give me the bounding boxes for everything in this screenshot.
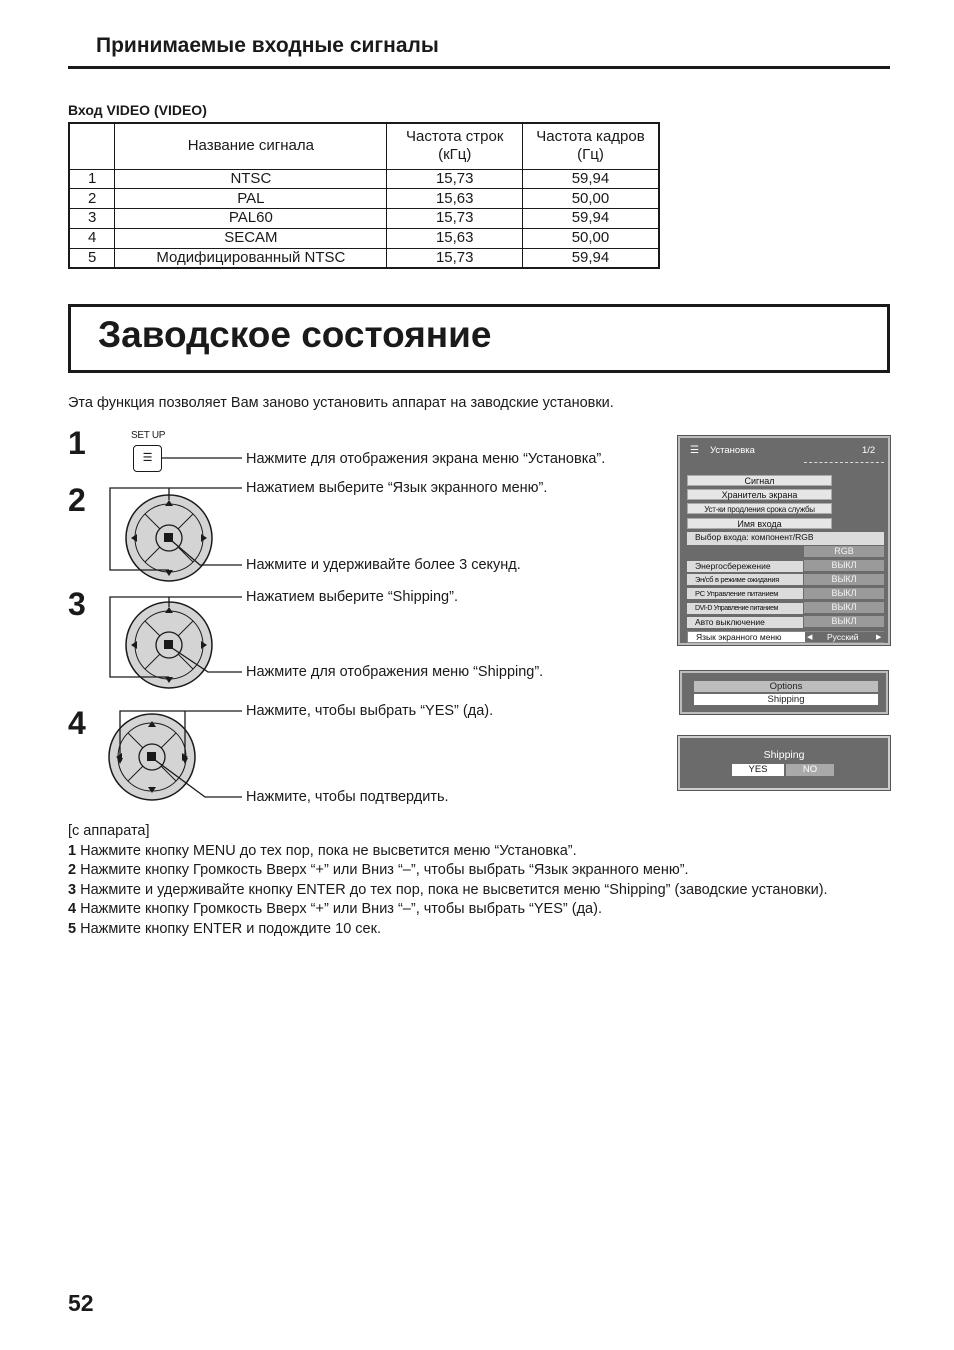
- header-v-freq-line1: Частота кадров: [536, 128, 645, 146]
- cell-signal: Модифицированный NTSC: [115, 248, 387, 268]
- menu-setting-label[interactable]: PC Управление питанием: [687, 588, 803, 599]
- options-menu-screen: [680, 671, 888, 714]
- cell-v-freq: 50,00: [522, 228, 659, 248]
- menu-setting-label[interactable]: DVI-D Управление питанием: [687, 603, 803, 614]
- menu-setting-value: ВЫКЛ: [804, 616, 884, 627]
- menu-setting-label[interactable]: Энергосбережение: [687, 561, 803, 572]
- device-step-num: 3: [68, 881, 77, 898]
- device-step: [68, 900, 828, 920]
- menu-language-row[interactable]: [687, 631, 884, 643]
- chevron-right-icon[interactable]: ▶: [876, 634, 882, 641]
- remote-pad-step3[interactable]: [126, 602, 212, 688]
- device-step-text: Нажмите кнопку Громкость Вверх “+” или Вниз “–”, чтобы выбрать “YES” (да).: [76, 901, 602, 917]
- cell-signal: PAL60: [115, 209, 387, 229]
- cell-signal: PAL: [115, 189, 387, 209]
- setup-button-label: SET UP: [131, 430, 166, 441]
- menu-scroll-indicator: [804, 462, 884, 464]
- menu-setting-value: ВЫКЛ: [804, 560, 884, 571]
- device-step-num: 4: [68, 901, 77, 917]
- header-signal-name: Название сигнала: [115, 123, 387, 169]
- cell-h-freq: 15,73: [387, 248, 523, 268]
- step-number-2: 2: [68, 482, 86, 518]
- cell-v-freq: 59,94: [522, 169, 659, 189]
- menu-setting-value: ВЫКЛ: [804, 574, 884, 585]
- setup-button[interactable]: ☰: [133, 445, 162, 472]
- remote-pad-step4[interactable]: [109, 714, 195, 800]
- menu-language-label: Язык экранного меню: [696, 632, 782, 642]
- chevron-left-icon[interactable]: ◀: [807, 634, 813, 641]
- cell-h-freq: 15,63: [387, 228, 523, 248]
- menu-input-select-value: RGB: [804, 546, 884, 557]
- cell-index: 1: [69, 169, 115, 189]
- options-menu-item[interactable]: Options: [694, 681, 878, 692]
- device-steps: [68, 822, 828, 939]
- yes-button[interactable]: YES: [732, 764, 784, 776]
- shipping-confirm-title: Shipping: [763, 749, 805, 761]
- instruction-step2-hold: Нажмите и удерживайте более 3 секунд.: [246, 557, 521, 573]
- cell-h-freq: 15,63: [387, 189, 523, 209]
- menu-list-icon: ☰: [690, 445, 699, 456]
- device-step: [68, 881, 828, 901]
- step-number-4: 4: [68, 705, 86, 741]
- device-step-text: Нажмите и удерживайте кнопку ENTER до тех пор, пока не высветится меню “Shipping” (заводские установки).: [76, 881, 828, 898]
- cell-v-freq: 50,00: [522, 189, 659, 209]
- menu-setting-label[interactable]: Авто выключение: [687, 617, 803, 628]
- cell-v-freq: 59,94: [522, 248, 659, 268]
- cell-v-freq: 59,94: [522, 209, 659, 229]
- device-step: [68, 842, 828, 862]
- cell-index: 4: [69, 228, 115, 248]
- cell-index: 2: [69, 189, 115, 209]
- menu-button-screensaver[interactable]: Хранитель экрана: [687, 489, 832, 500]
- cell-signal: SECAM: [115, 228, 387, 248]
- cell-h-freq: 15,73: [387, 209, 523, 229]
- instruction-step3-show: Нажмите для отображения меню “Shipping”.: [246, 664, 544, 680]
- step-number-3: 3: [68, 586, 86, 622]
- device-step: [68, 920, 828, 940]
- section-title-factory-reset: Заводское состояние: [98, 314, 492, 355]
- device-steps-header: [с аппарата]: [68, 823, 150, 839]
- table-label: Вход VIDEO (VIDEO): [68, 102, 207, 118]
- device-step-num: 5: [68, 920, 77, 937]
- menu-setting-value: ВЫКЛ: [804, 602, 884, 613]
- device-step-text: Нажмите кнопку Громкость Вверх “+” или Вниз “–”, чтобы выбрать “Язык экранного меню”.: [76, 862, 689, 878]
- page-number: 52: [68, 1290, 94, 1316]
- menu-language-value: Русский: [827, 632, 859, 642]
- menu-button-signal[interactable]: Сигнал: [687, 475, 832, 486]
- menu-setting-value: ВЫКЛ: [804, 588, 884, 599]
- setup-menu-screen: [678, 436, 890, 645]
- cell-signal: NTSC: [115, 169, 387, 189]
- device-step-text: Нажмите кнопку MENU до тех пор, пока не высветится меню “Установка”.: [76, 842, 577, 859]
- instruction-step4-confirm: Нажмите, чтобы подтвердить.: [246, 789, 449, 805]
- cell-index: 5: [69, 248, 115, 268]
- device-step-text: Нажмите кнопку ENTER и подождите 10 сек.: [76, 920, 381, 937]
- menu-page-indicator: 1/2: [862, 445, 876, 456]
- header-h-freq-line2: (кГц): [438, 146, 472, 164]
- menu-setting-label[interactable]: Эн/сб в режиме ожидания: [687, 574, 803, 585]
- menu-input-select-label[interactable]: Выбор входа: компонент/RGB: [687, 532, 884, 545]
- no-button[interactable]: NO: [786, 764, 834, 776]
- instruction-step4-yes: Нажмите, чтобы выбрать “YES” (да).: [246, 703, 494, 719]
- menu-button-input-label[interactable]: Имя входа: [687, 518, 832, 529]
- instruction-step3-select: Нажатием выберите “Shipping”.: [246, 589, 458, 605]
- intro-text: Эта функция позволяет Вам заново установить аппарат на заводские установки.: [68, 395, 614, 411]
- device-step-num: 1: [68, 842, 77, 859]
- device-step: [68, 861, 828, 881]
- instruction-step2-select: Нажатием выберите “Язык экранного меню”.: [246, 480, 548, 496]
- cell-index: 3: [69, 209, 115, 229]
- remote-pad-step2[interactable]: [126, 495, 212, 581]
- cell-h-freq: 15,73: [387, 169, 523, 189]
- instruction-step1: Нажмите для отображения экрана меню “Установка”.: [246, 451, 606, 467]
- step-number-1: 1: [68, 425, 86, 461]
- shipping-confirm-screen: [678, 736, 890, 790]
- menu-button-extended-life[interactable]: Уст-ки продления срока службы: [687, 503, 832, 514]
- header-h-freq-line1: Частота строк: [406, 128, 504, 146]
- shipping-menu-item[interactable]: Shipping: [694, 694, 878, 705]
- section-title-input-signals: Принимаемые входные сигналы: [96, 34, 439, 57]
- device-step-num: 2: [68, 862, 77, 878]
- menu-title: Установка: [710, 445, 755, 456]
- header-v-freq-line2: (Гц): [577, 146, 604, 164]
